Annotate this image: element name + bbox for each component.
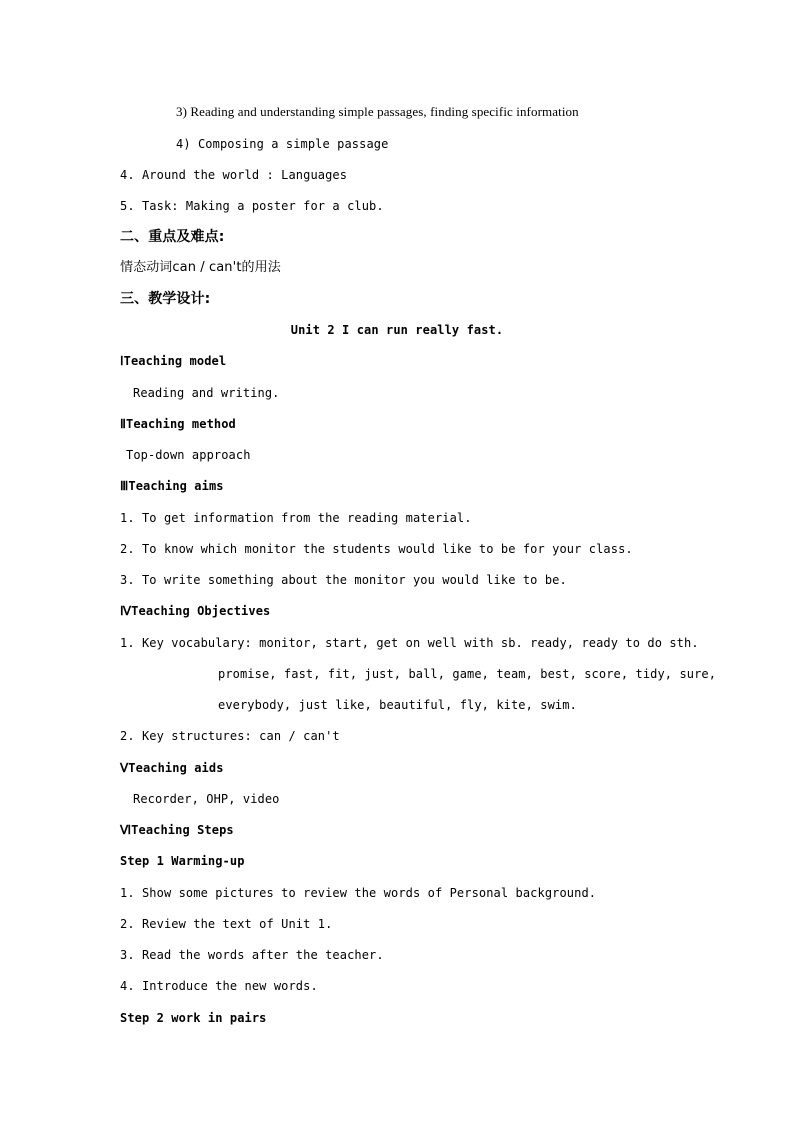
section-title: ⅣTeaching Objectives <box>120 604 271 618</box>
section-heading: 三、教学设计: <box>120 291 211 307</box>
section-title: ⅡTeaching method <box>120 417 236 431</box>
list-item: 3. To write something about the monitor you would like to be. <box>120 573 567 587</box>
unit-title: Unit 2 I can run really fast. <box>290 323 504 337</box>
text-line: 4. Around the world : Languages <box>120 168 348 182</box>
list-item: 2. Review the text of Unit 1. <box>120 917 333 931</box>
text-line: 5. Task: Making a poster for a club. <box>120 199 384 213</box>
text-line: Recorder, OHP, video <box>133 792 280 806</box>
step-title: Step 1 Warming-up <box>120 854 245 868</box>
list-item-continuation: promise, fast, fit, just, ball, game, team, best, score, tidy, sure, <box>218 667 717 681</box>
section-title: ⅢTeaching aims <box>120 479 224 493</box>
text-line: Top-down approach <box>126 448 251 462</box>
section-heading: 二、重点及难点: <box>120 229 225 245</box>
text-line: 情态动词can / can't的用法 <box>120 260 281 275</box>
text-line: Reading and writing. <box>133 386 280 400</box>
list-item: 1. Show some pictures to review the words of Personal background. <box>120 886 597 900</box>
list-item: 2. To know which monitor the students would like to be for your class. <box>120 542 633 556</box>
list-item: 4. Introduce the new words. <box>120 979 318 993</box>
list-item: 3. Read the words after the teacher. <box>120 948 384 962</box>
list-item: 1. Key vocabulary: monitor, start, get on well with sb. ready, ready to do sth. <box>120 636 699 650</box>
step-title: Step 2 work in pairs <box>120 1011 267 1025</box>
section-title: ⅥTeaching Steps <box>120 823 234 837</box>
list-item: 1. To get information from the reading material. <box>120 511 472 525</box>
text-line: 3) Reading and understanding simple passages, finding specific information <box>176 104 579 119</box>
list-item: 2. Key structures: can / can't <box>120 729 340 743</box>
section-title: ⅤTeaching aids <box>120 761 224 775</box>
text-line: 4) Composing a simple passage <box>176 137 389 151</box>
section-title: ⅠTeaching model <box>120 354 227 368</box>
list-item-continuation: everybody, just like, beautiful, fly, kite, swim. <box>218 698 577 712</box>
